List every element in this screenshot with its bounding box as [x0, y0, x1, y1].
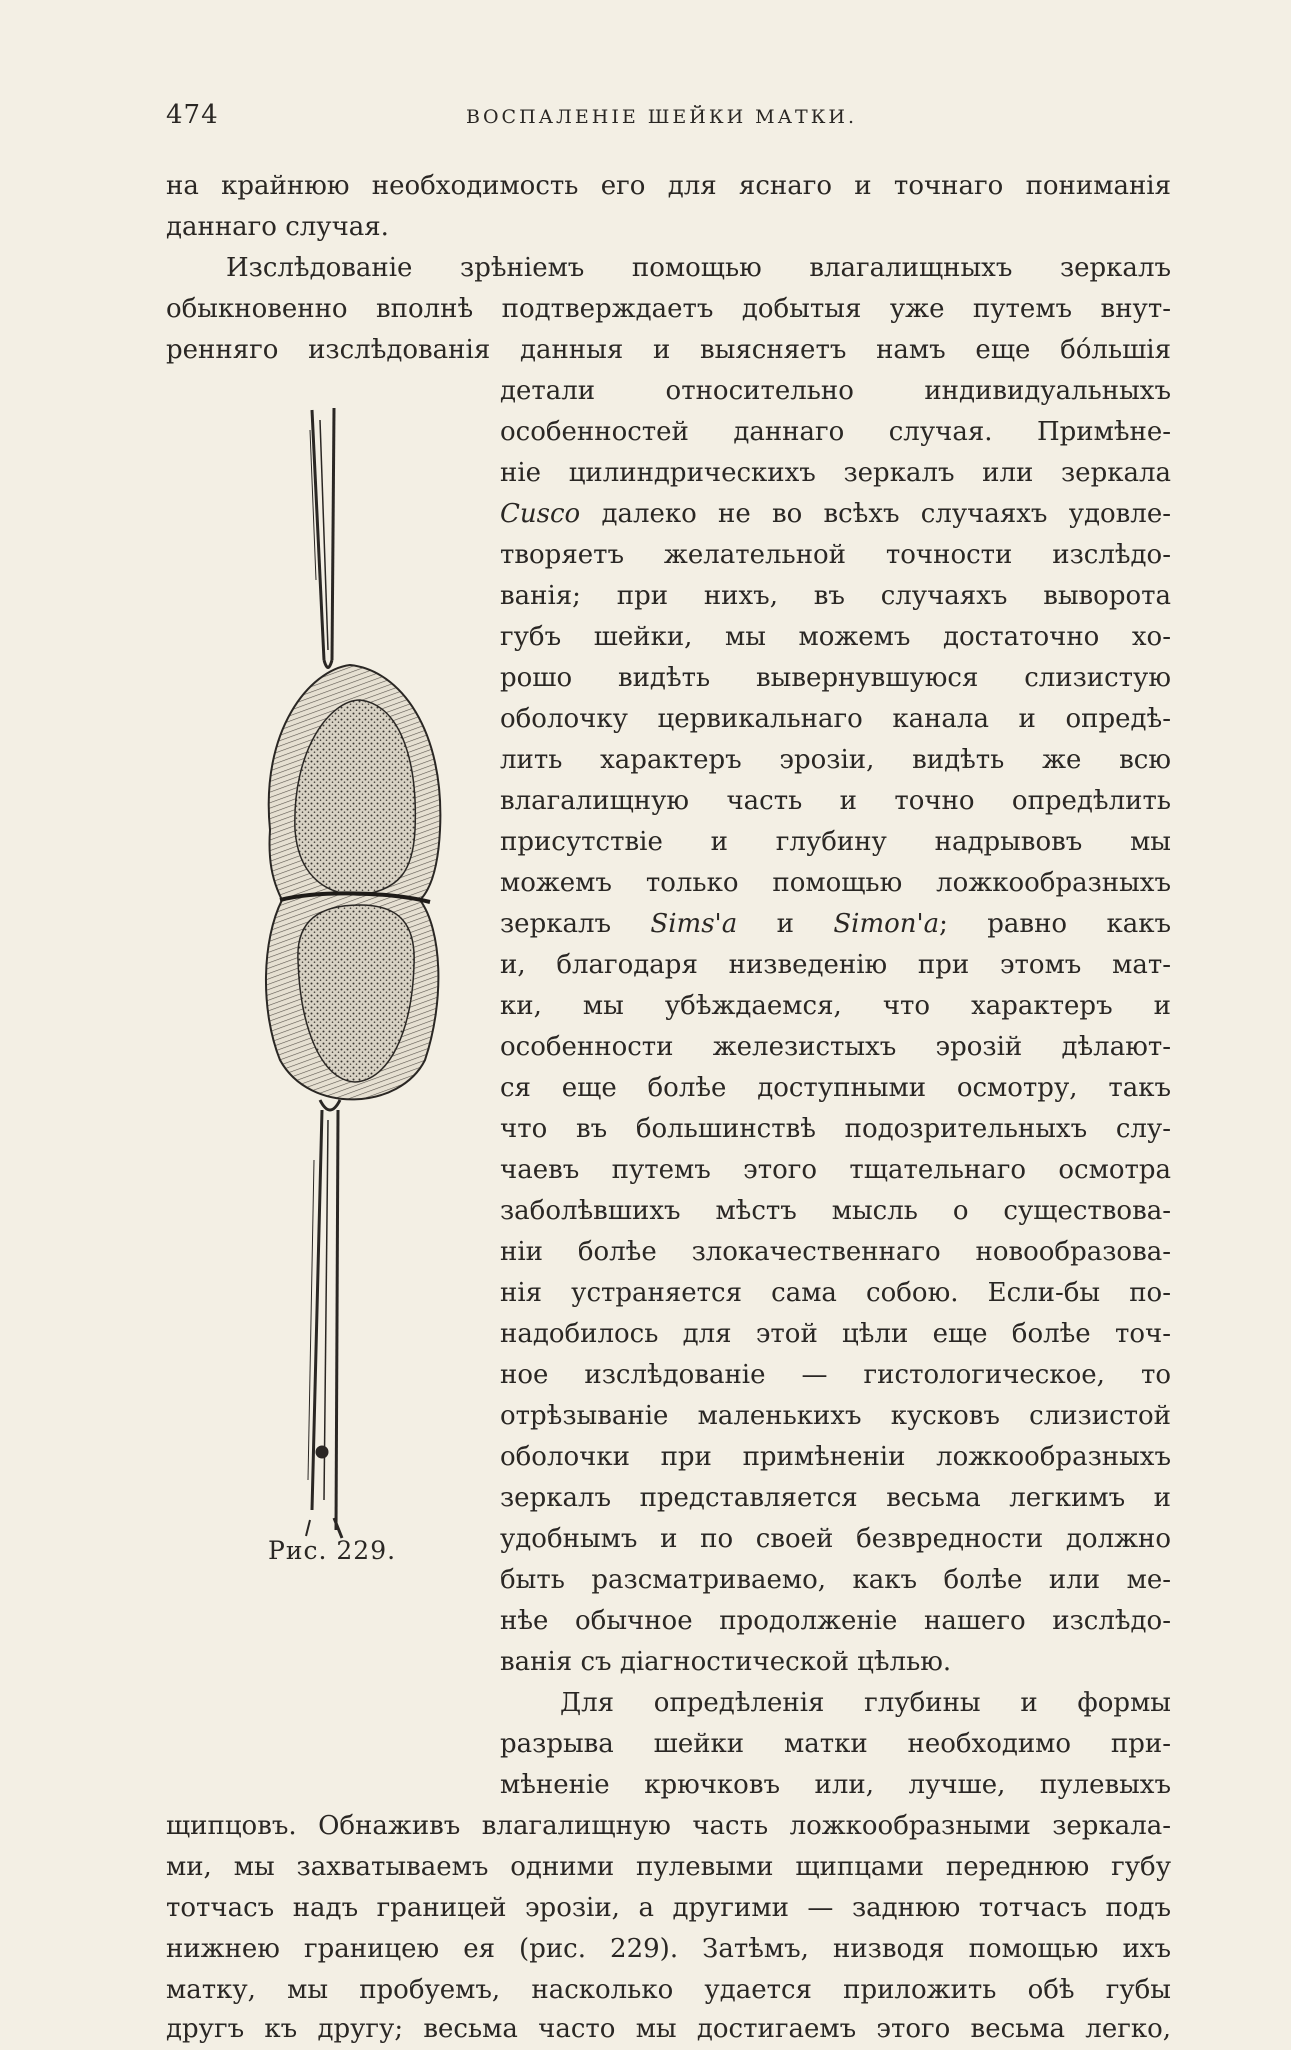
text-line: нижнею границею ея (рис. 229). Затѣмъ, низводя помощью ихъ: [166, 1934, 1171, 1964]
text-line: нія устраняется сама собою. Если-бы по-: [500, 1278, 1171, 1308]
text-line: Cusco далеко не во всѣхъ случаяхъ удовле-: [500, 499, 1171, 529]
text-line: ренняго изслѣдованія данныя и выясняетъ намъ еще бóльшія: [166, 335, 1171, 365]
text-line: ванія; при нихъ, въ случаяхъ выворота: [500, 581, 1171, 611]
text-line: можемъ только помощью ложкообразныхъ: [500, 868, 1171, 898]
text-line: заболѣвшихъ мѣстъ мысль о существова-: [500, 1196, 1171, 1226]
text-line: даннаго случая.: [166, 212, 389, 242]
figure-229: [250, 400, 450, 1540]
text-line: детали относительно индивидуальныхъ: [500, 376, 1171, 406]
text-line: матку, мы пробуемъ, насколько удается приложить обѣ губы: [166, 1975, 1171, 2005]
text-line: рошо видѣть вывернувшуюся слизистую: [500, 663, 1171, 693]
text-line: ми, мы захватываемъ одними пулевыми щипцами переднюю губу: [166, 1852, 1171, 1882]
upper-forceps: [310, 408, 334, 668]
text-line: ное изслѣдованіе — гистологическое, то: [500, 1360, 1171, 1390]
text-line: присутствіе и глубину надрывовъ мы: [500, 827, 1171, 857]
text-line: быть разсматриваемо, какъ болѣе или ме-: [500, 1565, 1171, 1595]
text-line: надобилось для этой цѣли еще болѣе точ-: [500, 1319, 1171, 1349]
text-line: особенности железистыхъ эрозій дѣлают-: [500, 1032, 1171, 1062]
text-line: тотчасъ надъ границей эрозіи, а другими — заднюю тотчасъ подъ: [166, 1893, 1171, 1923]
running-head: ВОСПАЛЕНІЕ ШЕЙКИ МАТКИ.: [466, 106, 858, 128]
text-line: зеркалъ представляется весьма легкимъ и: [500, 1483, 1171, 1513]
text-line: ся еще болѣе доступными осмотру, такъ: [500, 1073, 1171, 1103]
cervix-forceps-illustration: [250, 400, 450, 1540]
text-line: Для опредѣленія глубины и формы: [560, 1688, 1171, 1718]
text-line: Изслѣдованіе зрѣніемъ помощью влагалищныхъ зеркалъ: [226, 253, 1171, 283]
page-number: 474: [166, 100, 219, 130]
lower-forceps: [306, 1100, 342, 1538]
text-line: обыкновенно вполнѣ подтверждаетъ добытыя уже путемъ внут-: [166, 294, 1171, 324]
text-line: другъ къ другу; весьма часто мы достигаемъ этого весьма легко,: [166, 2014, 1171, 2044]
text-line: на крайнюю необходимость его для яснаго и точнаго пониманія: [166, 171, 1171, 201]
text-line: разрыва шейки матки необходимо при-: [500, 1729, 1171, 1759]
text-line: губъ шейки, мы можемъ достаточно хо-: [500, 622, 1171, 652]
text-line: влагалищную часть и точно опредѣлить: [500, 786, 1171, 816]
text-line: чаевъ путемъ этого тщательнаго осмотра: [500, 1155, 1171, 1185]
text-line: зеркалъ Sims'a и Simon'a; равно какъ: [500, 909, 1171, 939]
text-line: оболочку цервикальнаго канала и опредѣ-: [500, 704, 1171, 734]
text-line: ніи болѣе злокачественнаго новообразова-: [500, 1237, 1171, 1267]
text-line: отрѣзываніе маленькихъ кусковъ слизистой: [500, 1401, 1171, 1431]
text-line: творяетъ желательной точности изслѣдо-: [500, 540, 1171, 570]
text-line: нѣе обычное продолженіе нашего изслѣдо-: [500, 1606, 1171, 1636]
text-line: особенностей даннаго случая. Примѣне-: [500, 417, 1171, 447]
text-line: что въ большинствѣ подозрительныхъ слу-: [500, 1114, 1171, 1144]
figure-caption: Рис. 229.: [268, 1536, 397, 1565]
text-line: лить характеръ эрозіи, видѣть же всю: [500, 745, 1171, 775]
text-line: и, благодаря низведенію при этомъ мат-: [500, 950, 1171, 980]
text-line: мѣненіе крючковъ или, лучше, пулевыхъ: [500, 1770, 1171, 1800]
page-header: [166, 100, 1141, 136]
text-line: удобнымъ и по своей безвредности должно: [500, 1524, 1171, 1554]
text-line: щипцовъ. Обнаживъ влагалищную часть ложкообразными зеркала-: [166, 1811, 1171, 1841]
text-line: ніе цилиндрическихъ зеркалъ или зеркала: [500, 458, 1171, 488]
text-line: оболочки при примѣненіи ложкообразныхъ: [500, 1442, 1171, 1472]
text-line: ванія съ діагностической цѣлью.: [500, 1647, 952, 1677]
text-line: ки, мы убѣждаемся, что характеръ и: [500, 991, 1171, 1021]
